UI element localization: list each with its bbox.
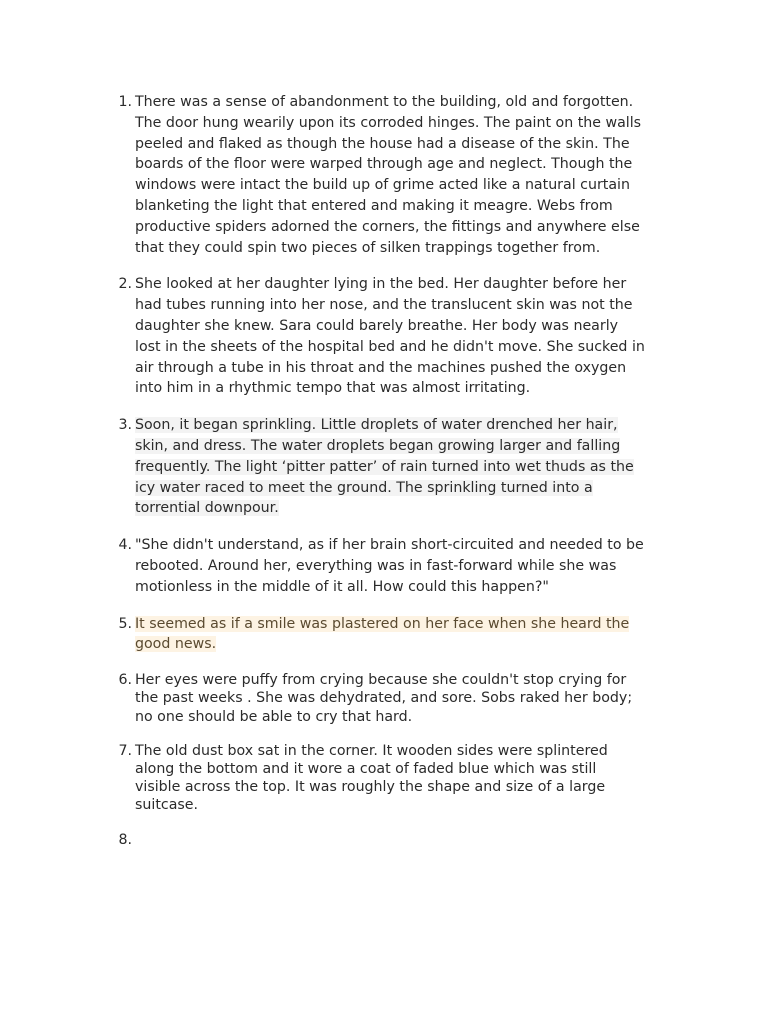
item-text: There was a sense of abandonment to the building, old and forgotten. The door hung wearily upon its corroded hinges. The paint on the walls peeled and flaked as though the house had a disease of the skin. The boards of the floor were warped through age and neglect. Though the windows were intact the build up of grime acted like a natural curtain blanketing the light that entered and making it meagre. Webs from productive spiders adorned the corners, the fittings and anywhere else that they could spin two pieces of silken trappings together from.: [135, 94, 642, 256]
list-item-7: [108, 742, 688, 815]
list-item-3: [108, 415, 688, 519]
item-text: Her eyes were puffy from crying because she couldn't stop crying for the past weeks . She was dehydrated, and sore. Sobs raked her body; no one should be able to cry that hard.: [135, 672, 633, 725]
item-number: 3.: [118, 417, 132, 434]
item-text-highlighted: [135, 614, 688, 656]
item-text-highlighted: [135, 415, 688, 519]
list-item-6: [108, 671, 688, 726]
highlight-span: Soon, it began sprinkling. Little droplets of water drenched her hair, skin, and dress. The water droplets began growing larger and falling frequently. The light ‘pitter patter’ of rain turned into wet thuds as the icy water raced to meet the ground. The sprinkling turned into a torrential downpour.: [135, 417, 634, 517]
highlight-span: It seemed as if a smile was plastered on her face when she heard the good news.: [135, 615, 630, 653]
item-number: 2.: [118, 276, 132, 293]
list-item-5: [108, 614, 688, 656]
item-number: 4.: [118, 537, 132, 554]
item-text: "She didn't understand, as if her brain short-circuited and needed to be rebooted. Around her, everything was in fast-forward while she was motionless in the middle of it all. How could this happen?": [135, 537, 644, 595]
numbered-list: [108, 92, 688, 848]
list-item-4: [108, 535, 688, 597]
item-text: The old dust box sat in the corner. It wooden sides were splintered along the bottom and it wore a coat of faded blue which was still visible across the top. It was roughly the shape and size of a large suitcase.: [135, 742, 608, 814]
item-number: 1.: [118, 94, 132, 110]
list-item-1: [108, 92, 688, 258]
list-item-2: [108, 274, 688, 399]
item-number: 6.: [118, 672, 132, 689]
item-number: 5.: [118, 615, 132, 632]
item-text: She looked at her daughter lying in the bed. Her daughter before her had tubes running into her nose, and the translucent skin was not the daughter she knew. Sara could barely breathe. Her body was nearly lost in the sheets of the hospital bed and he didn't move. She sucked in air through a tube in his throat and the machines pushed the oxygen into him in a rhythmic tempo that was almost irritating.: [135, 276, 645, 397]
item-number: 7.: [118, 742, 132, 759]
item-number: 8.: [118, 831, 132, 848]
